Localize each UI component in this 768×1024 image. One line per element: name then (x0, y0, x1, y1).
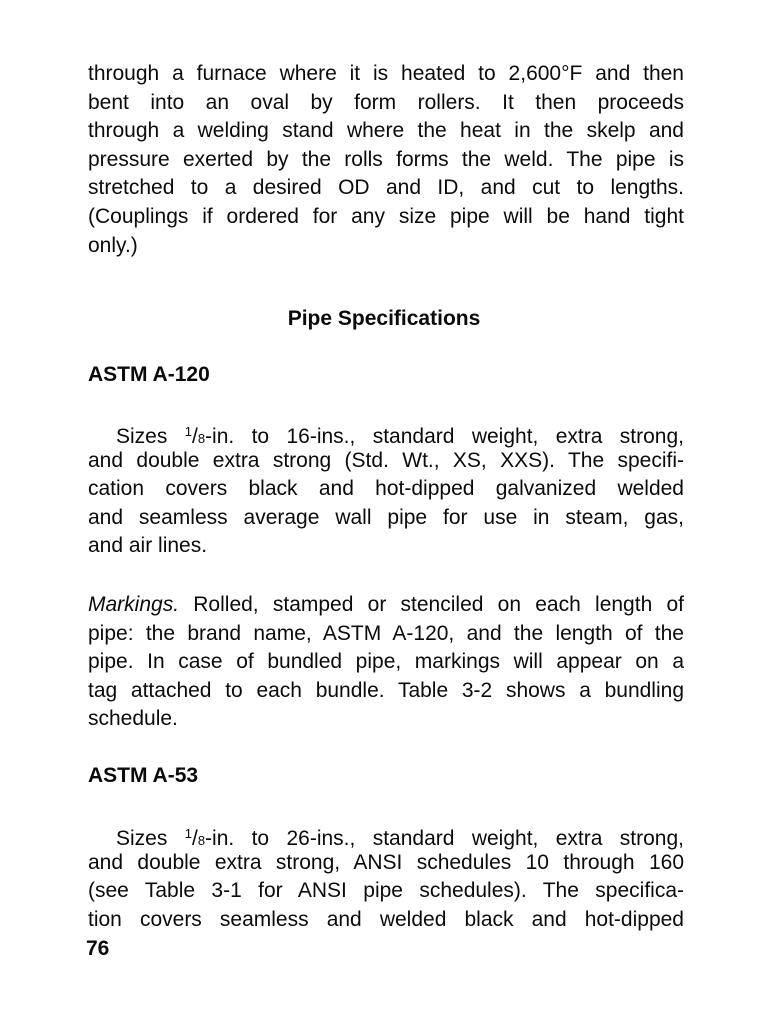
text-line: and air lines. (88, 534, 208, 558)
text-line: pipe. In case of bundled pipe, markings will appear on a (88, 650, 684, 674)
section-heading: Pipe Specifications (287, 307, 481, 330)
astm-a120-sizes-paragraph (88, 418, 684, 561)
astm-a53-sizes-paragraph (88, 820, 684, 934)
text-line: (Couplings if ordered for any size pipe will be hand tight (88, 204, 684, 228)
intro-paragraph (88, 60, 684, 260)
sizes-rest: -in. to 16-ins., standard weight, extra strong, (205, 425, 684, 448)
text-line (88, 591, 684, 620)
markings-label: Markings. (88, 593, 180, 616)
markings-paragraph (88, 591, 684, 734)
fraction-numerator: 1 (184, 826, 192, 841)
text-line: schedule. (88, 707, 178, 731)
markings-first-line: Rolled, stamped or stenciled on each length of (179, 593, 684, 616)
text-line: through a welding stand where the heat in the skelp and (88, 119, 684, 143)
fraction-numerator: 1 (184, 424, 192, 439)
text-line: and seamless average wall pipe for use in steam, gas, (88, 505, 684, 529)
fraction-denominator: 8 (197, 833, 206, 848)
text-line: and double extra strong, ANSI schedules 10 through 160 (88, 850, 684, 874)
sizes-rest: -in. to 26-ins., standard weight, extra strong, (205, 827, 684, 850)
astm-a120-heading: ASTM A-120 (88, 363, 210, 386)
sizes-word: Sizes (116, 425, 185, 448)
text-line: only.) (88, 233, 138, 257)
text-line: bent into an oval by form rollers. It then proceeds (88, 90, 684, 114)
fraction-denominator: 8 (197, 431, 206, 446)
text-line: pipe: the brand name, ASTM A-120, and the length of the (88, 621, 684, 645)
page-number: 76 (86, 937, 110, 960)
text-line: Sizes $^1$/8-in. to 16-ins., standard weight, extra strong, (116, 424, 684, 448)
text-line: cation covers black and hot-dipped galvanized welded (88, 477, 684, 501)
text-line: tag attached to each bundle. Table 3-2 shows a bundling (88, 678, 684, 702)
text-line: pressure exerted by the rolls forms the weld. The pipe is (88, 147, 684, 171)
sizes-word: Sizes (116, 827, 185, 850)
text-line: stretched to a desired OD and ID, and cut to lengths. (88, 176, 684, 200)
astm-a53-heading: ASTM A-53 (88, 764, 199, 787)
text-line: (see Table 3-1 for ANSI pipe schedules). The specifica- (88, 879, 684, 903)
text-line: through a furnace where it is heated to 2,600°F and then (88, 62, 684, 85)
text-line: and double extra strong (Std. Wt., XS, XXS). The specifi- (88, 448, 684, 472)
text-line: Sizes $^1$/8-in. to 26-ins., standard weight, extra strong, (116, 826, 684, 850)
text-line: tion covers seamless and welded black and hot-dipped (88, 907, 684, 931)
